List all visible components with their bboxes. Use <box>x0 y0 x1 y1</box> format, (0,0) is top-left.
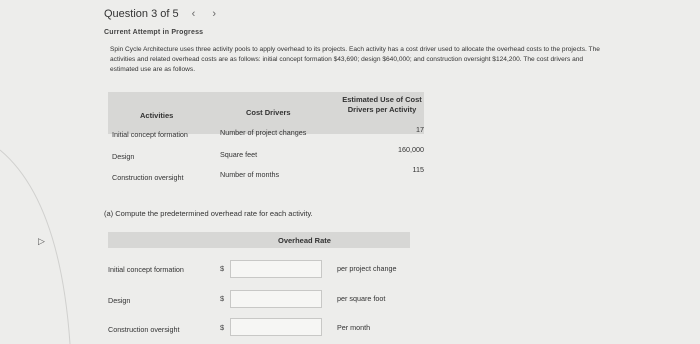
overhead-rate-input-construction-oversight[interactable] <box>230 318 322 336</box>
problem-text: Spin Cycle Architecture uses three activity pools to apply overhead to its projects. Each activity has a cost driver used to allocate the overhead costs to the projects. The activities and related overhead costs are as follows: initial concept formation $43,690; design $640,000; and construction oversight $124,200. The cost drivers and estimated use are as follows. <box>110 46 600 73</box>
question-number: Question 3 of 5 <box>104 8 179 20</box>
currency-symbol: $ <box>220 294 225 303</box>
row-activity: Initial concept formation <box>112 130 188 139</box>
side-arrow-icon: ▷ <box>38 236 45 246</box>
rate-row-label: Construction oversight <box>108 325 180 334</box>
overhead-rate-input-initial-concept[interactable] <box>230 260 322 278</box>
overhead-rate-input-design[interactable] <box>230 290 322 308</box>
row-use: 115 <box>412 165 424 174</box>
next-question-button[interactable]: › <box>212 8 217 20</box>
row-driver: Number of project changes <box>220 128 307 137</box>
currency-symbol: $ <box>220 323 225 332</box>
column-header-cost-drivers: Cost Drivers <box>246 108 291 117</box>
rate-unit: per square foot <box>337 294 386 303</box>
rate-unit: Per month <box>337 323 371 332</box>
column-header-estimated-use: Estimated Use of Cost Drivers per Activity <box>342 95 422 114</box>
rate-row-label: Initial concept formation <box>108 265 184 274</box>
row-use: 160,000 <box>398 145 424 154</box>
row-activity: Design <box>112 152 135 161</box>
rate-unit: per project change <box>337 264 397 273</box>
column-header-overhead-rate: Overhead Rate <box>278 236 331 245</box>
currency-symbol: $ <box>220 264 225 273</box>
overhead-rate-header-row <box>108 232 410 248</box>
column-header-activities: Activities <box>140 111 174 120</box>
question-header <box>104 8 230 20</box>
attempt-status: Current Attempt in Progress <box>104 29 204 36</box>
row-use: 17 <box>416 125 424 134</box>
row-driver: Number of months <box>220 170 280 179</box>
previous-question-button[interactable]: ‹ <box>191 8 196 20</box>
row-activity: Construction oversight <box>112 173 184 182</box>
part-a-question: (a) Compute the predetermined overhead rate for each activity. <box>104 209 313 218</box>
row-driver: Square feet <box>220 150 258 159</box>
rate-row-label: Design <box>108 296 131 305</box>
